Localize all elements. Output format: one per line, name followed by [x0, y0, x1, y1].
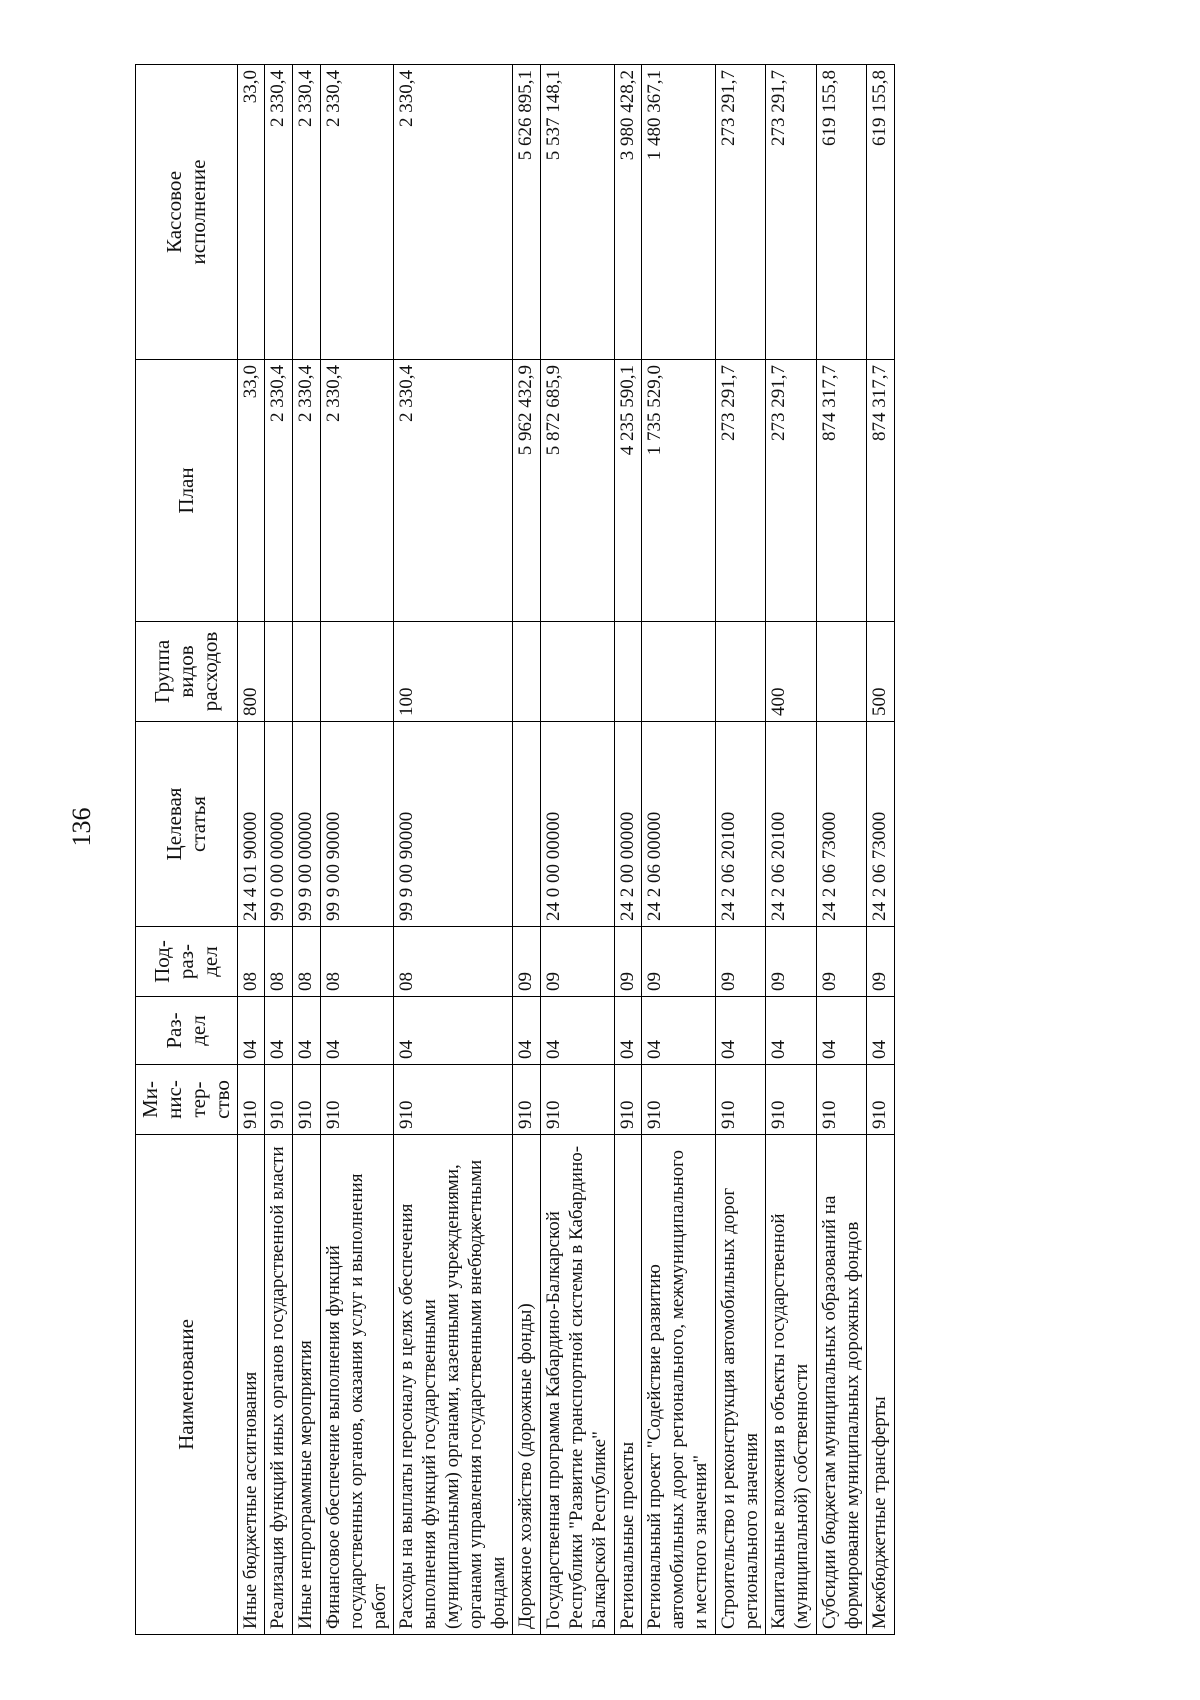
- table-row: [237, 65, 265, 1635]
- table-row: [766, 65, 817, 1635]
- row-subsection: 08: [237, 927, 265, 997]
- row-execution: 2 330,4: [293, 65, 321, 360]
- row-name: Государственная программа Кабардино-Балкарской Республики "Развитие транспортной системы в Кабардино-Балкарской Республике": [541, 1135, 614, 1635]
- rotated-table-container: [135, 65, 1095, 1635]
- row-subsection: 09: [766, 927, 817, 997]
- row-target: 99 9 00 90000: [320, 722, 393, 927]
- row-execution: 3 980 428,2: [614, 65, 642, 360]
- row-execution: 2 330,4: [265, 65, 293, 360]
- row-plan: 5 962 432,9: [513, 360, 541, 622]
- row-group: 500: [867, 622, 895, 722]
- row-subsection: 09: [867, 927, 895, 997]
- header-plan: План: [136, 360, 238, 622]
- header-execution: Кассовое исполнение: [136, 65, 238, 360]
- table-row: [715, 65, 766, 1635]
- row-execution: 5 626 895,1: [513, 65, 541, 360]
- row-plan: 2 330,4: [320, 360, 393, 622]
- row-subsection: 09: [715, 927, 766, 997]
- row-target: 24 2 06 20100: [715, 722, 766, 927]
- row-group: [642, 622, 715, 722]
- row-ministry: 910: [293, 1065, 321, 1135]
- row-section: 04: [293, 997, 321, 1065]
- row-section: 04: [766, 997, 817, 1065]
- row-section: 04: [265, 997, 293, 1065]
- row-name: Межбюджетные трансферты: [867, 1135, 895, 1635]
- row-name: Строительство и реконструкция автомобильных дорог регионального значения: [715, 1135, 766, 1635]
- row-execution: 619 155,8: [816, 65, 867, 360]
- row-ministry: 910: [816, 1065, 867, 1135]
- row-ministry: 910: [320, 1065, 393, 1135]
- row-plan: 874 317,7: [816, 360, 867, 622]
- row-section: 04: [867, 997, 895, 1065]
- row-plan: 2 330,4: [394, 360, 513, 622]
- row-name: Финансовое обеспечение выполнения функций государственных органов, оказания услуг и выполнения работ: [320, 1135, 393, 1635]
- row-group: [541, 622, 614, 722]
- row-name: Субсидии бюджетам муниципальных образований на формирование муниципальных дорожных фондов: [816, 1135, 867, 1635]
- row-ministry: 910: [715, 1065, 766, 1135]
- row-plan: 273 291,7: [715, 360, 766, 622]
- row-subsection: 09: [816, 927, 867, 997]
- row-ministry: 910: [265, 1065, 293, 1135]
- row-subsection: 09: [541, 927, 614, 997]
- row-name: Расходы на выплаты персоналу в целях обеспечения выполнения функций государственными (муниципальными) органами, казенными учреждениями, органами управления государственными внебюджетными фондами: [394, 1135, 513, 1635]
- row-name: Реализация функций иных органов государственной власти: [265, 1135, 293, 1635]
- row-subsection: 09: [513, 927, 541, 997]
- row-subsection: 09: [642, 927, 715, 997]
- row-section: 04: [394, 997, 513, 1065]
- row-ministry: 910: [513, 1065, 541, 1135]
- row-plan: 1 735 529,0: [642, 360, 715, 622]
- row-plan: 33,0: [237, 360, 265, 622]
- row-plan: 5 872 685,9: [541, 360, 614, 622]
- row-execution: 33,0: [237, 65, 265, 360]
- row-group: [265, 622, 293, 722]
- row-group: [715, 622, 766, 722]
- row-group: [513, 622, 541, 722]
- row-plan: 874 317,7: [867, 360, 895, 622]
- row-group: 100: [394, 622, 513, 722]
- row-subsection: 09: [614, 927, 642, 997]
- row-ministry: 910: [394, 1065, 513, 1135]
- table-row: [642, 65, 715, 1635]
- row-target: [513, 722, 541, 927]
- row-name: Капитальные вложения в объекты государственной (муниципальной) собственности: [766, 1135, 817, 1635]
- row-execution: 273 291,7: [715, 65, 766, 360]
- header-target: Целевая статья: [136, 722, 238, 927]
- row-subsection: 08: [293, 927, 321, 997]
- row-target: 24 2 06 20100: [766, 722, 817, 927]
- row-name: Иные бюджетные ассигнования: [237, 1135, 265, 1635]
- table-header-row: [136, 65, 238, 1635]
- row-section: 04: [715, 997, 766, 1065]
- row-ministry: 910: [642, 1065, 715, 1135]
- table-row: [265, 65, 293, 1635]
- row-target: 99 9 00 00000: [293, 722, 321, 927]
- table-row: [513, 65, 541, 1635]
- row-target: 24 0 00 00000: [541, 722, 614, 927]
- row-target: 99 9 00 90000: [394, 722, 513, 927]
- row-target: 24 4 01 90000: [237, 722, 265, 927]
- row-section: 04: [642, 997, 715, 1065]
- row-group: [293, 622, 321, 722]
- table-row: [614, 65, 642, 1635]
- row-ministry: 910: [237, 1065, 265, 1135]
- row-target: 24 2 06 73000: [816, 722, 867, 927]
- row-target: 24 2 06 00000: [642, 722, 715, 927]
- row-execution: 1 480 367,1: [642, 65, 715, 360]
- row-ministry: 910: [541, 1065, 614, 1135]
- row-ministry: 910: [614, 1065, 642, 1135]
- table-row: [320, 65, 393, 1635]
- row-name: Иные непрограммные мероприятия: [293, 1135, 321, 1635]
- row-subsection: 08: [320, 927, 393, 997]
- row-group: [614, 622, 642, 722]
- row-section: 04: [614, 997, 642, 1065]
- row-execution: 2 330,4: [394, 65, 513, 360]
- row-section: 04: [513, 997, 541, 1065]
- row-section: 04: [816, 997, 867, 1065]
- row-group: 800: [237, 622, 265, 722]
- row-ministry: 910: [766, 1065, 817, 1135]
- row-plan: 2 330,4: [293, 360, 321, 622]
- row-group: [816, 622, 867, 722]
- page-number: 136: [67, 807, 96, 847]
- row-section: 04: [320, 997, 393, 1065]
- row-section: 04: [541, 997, 614, 1065]
- table-row: [816, 65, 867, 1635]
- row-plan: 2 330,4: [265, 360, 293, 622]
- row-execution: 273 291,7: [766, 65, 817, 360]
- header-subsection: Под- раз- дел: [136, 927, 238, 997]
- header-name: Наименование: [136, 1135, 238, 1635]
- table-row: [293, 65, 321, 1635]
- row-section: 04: [237, 997, 265, 1065]
- row-plan: 273 291,7: [766, 360, 817, 622]
- header-group: Группа видов расходов: [136, 622, 238, 722]
- row-group: 400: [766, 622, 817, 722]
- table-row: [394, 65, 513, 1635]
- table-row: [867, 65, 895, 1635]
- budget-table: [135, 64, 895, 1635]
- row-target: 99 0 00 00000: [265, 722, 293, 927]
- header-ministry: Ми- нис- тер- ство: [136, 1065, 238, 1135]
- row-group: [320, 622, 393, 722]
- table-row: [541, 65, 614, 1635]
- row-execution: 2 330,4: [320, 65, 393, 360]
- row-target: 24 2 06 73000: [867, 722, 895, 927]
- row-name: Региональный проект "Содействие развитию автомобильных дорог регионального, межмуниципального и местного значения": [642, 1135, 715, 1635]
- row-subsection: 08: [394, 927, 513, 997]
- row-execution: 619 155,8: [867, 65, 895, 360]
- row-name: Региональные проекты: [614, 1135, 642, 1635]
- header-section: Раз- дел: [136, 997, 238, 1065]
- row-execution: 5 537 148,1: [541, 65, 614, 360]
- row-plan: 4 235 590,1: [614, 360, 642, 622]
- row-ministry: 910: [867, 1065, 895, 1135]
- row-target: 24 2 00 00000: [614, 722, 642, 927]
- table-body: [237, 65, 895, 1635]
- row-subsection: 08: [265, 927, 293, 997]
- row-name: Дорожное хозяйство (дорожные фонды): [513, 1135, 541, 1635]
